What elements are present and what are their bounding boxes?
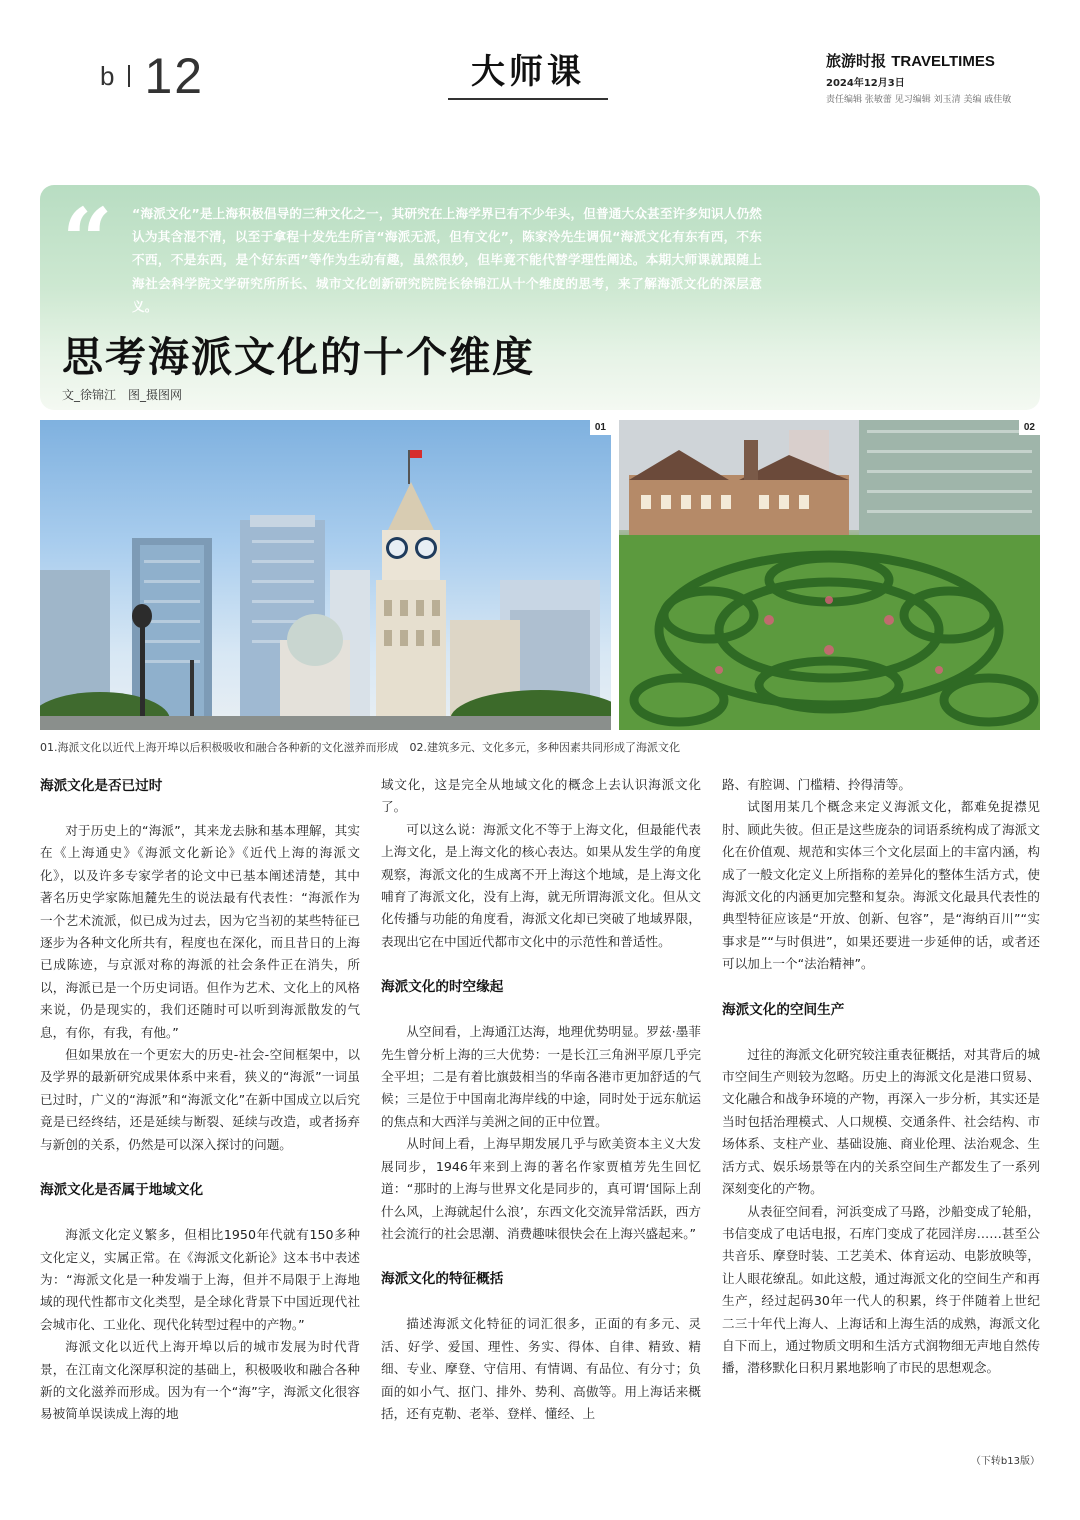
paragraph: 从空间看，上海通江达海，地理优势明显。罗兹·墨菲先生曾分析上海的三大优势：一是长江三角洲平原几乎完全平坦；二是有着比旗鼓相当的华南各港市更加舒适的气候；三是位于中国南北海岸线的中途，同时处于远东航运的焦点和大西洋与美洲之间的正中位置。 [381, 1024, 701, 1129]
article-column-2 [381, 774, 701, 1425]
paragraph: 试图用某几个概念来定义海派文化，都难免捉襟见肘、顾此失彼。但正是这些庞杂的词语系统构成了海派文化在价值观、规范和实体三个文化层面上的丰富内涵，构成了一般文化定义上所指称的差异化的整体生活方式，使海派文化的内涵更加完整和复杂。海派文化最具代表性的典型特征应该是“开放、创新、包容”，是“海纳百川”“实事求是”“与时俱进”，如果还要进一步延伸的话，或者还可以加上一个“法治精神”。 [722, 799, 1040, 972]
section-divider [128, 65, 130, 87]
section-heading: 海派文化是否属于地域文化 [40, 1182, 204, 1199]
bund-skyline-illustration [40, 420, 611, 730]
article-column-1 [40, 774, 360, 1426]
paper-name-en: TRAVELTIMES [891, 53, 995, 70]
paragraph: 海派文化定义繁多，但相比1950年代就有150多种文化定义，实属正常。在《海派文化新论》这本书中表述为：“海派文化是一种发端于上海，但并不局限于上海地域的现代性都市文化类型，是全球化背景下中国近现代社会城市化、工业化、现代化转型过程中的产物。” [40, 1227, 360, 1332]
paragraph: 海派文化以近代上海开埠以后的城市发展为时代背景，在江南文化深厚积淀的基础上，积极吸收和融合各种新的文化滋养而形成。因为有一个“海”字，海派文化很容易被简单误读成上海的地 [40, 1339, 360, 1422]
paragraph: 域文化，这是完全从地域文化的概念上去认识海派文化了。 [381, 777, 701, 815]
issue-date: 2024年12月3日 [826, 78, 905, 89]
paragraph: 对于历史上的“海派”，其来龙去脉和基本理解，其实在《上海通史》《海派文化新论》《近代上海的海派文化》，以及许多专家学者的论文中已基本阐述清楚，其中著名历史学家陈旭麓先生的说法最有代表性：“海派作为一个艺术流派，似已成为过去，因为它当初的某些特征已逐步为各种文化所共有，程度也在深化，而且昔日的上海已成陈迹，与京派对称的海派的社会条件正在消失，所以，海派已是一个历史词语。但作为艺术、文化上的风格来说，仍是现实的，我们还随时可以听到海派散发的气息，有你，有我，有他。” [40, 823, 360, 1040]
continued-note: （下转b13版） [970, 1456, 1040, 1467]
photo-formal-garden [619, 420, 1040, 730]
paragraph: 但如果放在一个更宏大的历史-社会-空间框架中，以及学界的最新研究成果体系中来看，狭义的“海派”一词虽已过时，广义的“海派”和“海派文化”在新中国成立以后究竟是已经终结，还是延续与断裂、延续与改造，或者扬弃与新创的关系，仍然是可以深入探讨的问题。 [40, 1047, 360, 1152]
photo-bund-skyline [40, 420, 611, 730]
paragraph: 路、有腔调、门槛精、拎得清等。 [722, 777, 911, 792]
article-title: 思考海派文化的十个维度 [62, 333, 535, 381]
intro-text: “海派文化”是上海积极倡导的三种文化之一，其研究在上海学界已有不少年头，但普通大众甚至许多知识人仍然认为其含混不清，以至于拿程十发先生所言“海派无派，但有文化”，陈家泠先生调侃“海派文化有东有西，不东不西，不是东西，是个好东西”等作为生动有趣，虽然很妙，但毕竟不能代替学理性阐述。本期大师课就跟随上海社会科学院文学研究所所长、城市文化创新研究院院长徐锦江从十个维度的思考，来了解海派文化的深层意义。 [132, 206, 762, 314]
section-heading: 海派文化的时空缘起 [381, 979, 504, 996]
photo-number-02: 02 [1019, 420, 1040, 435]
paragraph: 从表征空间看，河浜变成了马路，沙船变成了轮船，书信变成了电话电报，石库门变成了花园洋房……甚至公共音乐、摩登时装、工艺美术、体育运动、电影放映等，让人眼花缭乱。如此这般，通过海派文化的空间生产和再生产，经过起码30年一代人的积累，终于伴随着上世纪二三十年代上海人、上海话和上海生活的成熟，海派文化自下而上，通过物质文明和生活方式润物细无声地自然传播，潜移默化日积月累地影响了市民的思想观念。 [722, 1203, 1040, 1376]
section-heading: 海派文化的空间生产 [722, 1001, 845, 1018]
column-name: 大师课 [471, 52, 585, 92]
paragraph: 过往的海派文化研究较注重表征概括，对其背后的城市空间生产则较为忽略。历史上的海派文化是港口贸易、文化融合和战争环境的产物，再深入一步分析，其实还是当时包括治理模式、人口规模、交通条件、社会结构、市场体系、支柱产业、基础设施、商业伦理、法治观念、生活方式、娱乐场景等在内的关系空间生产都发生了一系列深刻变化的产物。 [722, 1046, 1040, 1197]
paragraph: 可以这么说：海派文化不等于上海文化，但最能代表上海文化，是上海文化的核心表达。如果从发生学的角度观察，海派文化的生成离不开上海这个地域，是上海文化哺育了海派文化，没有上海，就无所谓海派文化。但从文化传播与功能的角度看，海派文化却已突破了地域界限，表现出它在中国近代都市文化中的示范性和普适性。 [381, 821, 701, 949]
column-name-underline [448, 98, 608, 100]
paragraph: 描述海派文化特征的词汇很多，正面的有多元、灵活、好学、爱国、理性、务实、得体、自律、精致、精细、专业、摩登、守信用、有情调、有品位、有分寸；负面的如小气、抠门、排外、势利、高傲等。用上海话来概括，还有克勒、老举、登样、懂经、上 [381, 1316, 701, 1421]
garden-illustration [619, 420, 1040, 730]
editor-credits: 责任编辑 张敏蕾 见习编辑 刘玉清 美编 戚佳敏 [826, 95, 1012, 105]
section-heading: 海派文化是否已过时 [40, 778, 163, 794]
photo-number-01: 01 [590, 420, 611, 435]
section-heading: 海派文化的特征概括 [381, 1271, 504, 1288]
page-number-block [100, 48, 205, 104]
paragraph: 从时间上看，上海早期发展几乎与欧美资本主义大发展同步，1946年来到上海的著名作家贾植芳先生回忆道：“那时的上海与世界文化是同步的，真可谓‘国际上刮什么风，上海就起什么浪’，东西文化交流异常活跃，西方社会流行的社会思潮、消费趣味很快会在上海兴盛起来。” [381, 1136, 701, 1241]
page-number: 12 [144, 48, 205, 104]
paper-info [826, 50, 1056, 105]
quote-mark-icon: “ [62, 188, 113, 292]
photo-caption: 01.海派文化以近代上海开埠以后积极吸收和融合各种新的文化滋养而形成 02.建筑多元、文化多元，多种因素共同形成了海派文化 [40, 741, 680, 754]
byline: 文_徐锦江 图_摄图网 [62, 388, 183, 402]
section-letter: b [100, 60, 115, 91]
paper-name-cn: 旅游时报 [826, 52, 887, 70]
paper-name [826, 50, 1056, 71]
article-column-3 [722, 774, 1040, 1380]
